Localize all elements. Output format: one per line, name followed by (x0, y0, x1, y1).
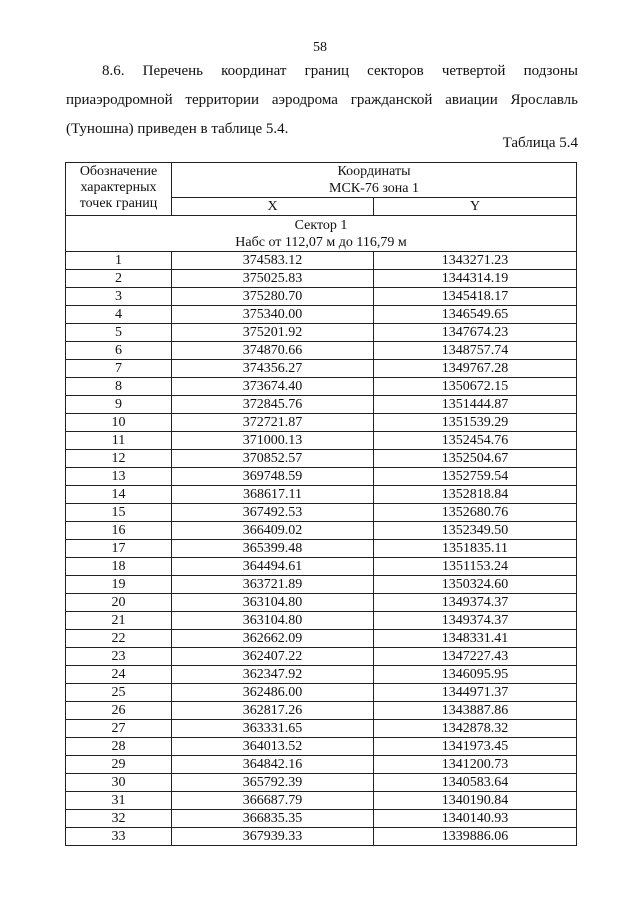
y-cell: 1352349.50 (374, 522, 577, 540)
paragraph-word: территории (185, 92, 260, 108)
x-cell: 373674.40 (172, 378, 374, 396)
point-number-cell: 22 (66, 630, 172, 648)
col-x-header: X (172, 198, 374, 216)
x-cell: 363331.65 (172, 720, 374, 738)
intro-paragraph (66, 57, 578, 144)
point-number-cell: 29 (66, 756, 172, 774)
point-number-cell: 13 (66, 468, 172, 486)
y-cell: 1340583.64 (374, 774, 577, 792)
point-number-cell: 7 (66, 360, 172, 378)
y-cell: 1346095.95 (374, 666, 577, 684)
y-cell: 1351539.29 (374, 414, 577, 432)
x-cell: 366835.35 (172, 810, 374, 828)
point-number-cell: 24 (66, 666, 172, 684)
y-cell: 1351153.24 (374, 558, 577, 576)
point-number-cell: 4 (66, 306, 172, 324)
y-cell: 1352454.76 (374, 432, 577, 450)
x-cell: 375340.00 (172, 306, 374, 324)
table-row (66, 270, 577, 288)
x-cell: 362817.26 (172, 702, 374, 720)
table-row (66, 774, 577, 792)
y-cell: 1347227.43 (374, 648, 577, 666)
paragraph-word: секторов (367, 63, 424, 79)
x-cell: 374583.12 (172, 252, 374, 270)
point-number-cell: 32 (66, 810, 172, 828)
table-row (66, 486, 577, 504)
paragraph-word: гражданской (350, 92, 433, 108)
table-row (66, 522, 577, 540)
x-cell: 362347.92 (172, 666, 374, 684)
y-cell: 1341200.73 (374, 756, 577, 774)
y-cell: 1352759.54 (374, 468, 577, 486)
table-row (66, 306, 577, 324)
table-row (66, 468, 577, 486)
y-cell: 1344314.19 (374, 270, 577, 288)
table-row (66, 252, 577, 270)
table-row (66, 594, 577, 612)
table-row (66, 450, 577, 468)
x-cell: 367492.53 (172, 504, 374, 522)
y-cell: 1350324.60 (374, 576, 577, 594)
y-cell: 1340140.93 (374, 810, 577, 828)
coords-title: Координаты (172, 163, 577, 181)
paragraph-word: Перечень (142, 63, 203, 79)
y-cell: 1344971.37 (374, 684, 577, 702)
x-cell: 364842.16 (172, 756, 374, 774)
table-row (66, 432, 577, 450)
paragraph-word: аэродрома (271, 92, 338, 108)
paragraph-line-2 (66, 86, 578, 115)
table-row (66, 342, 577, 360)
x-cell: 364013.52 (172, 738, 374, 756)
y-cell: 1340190.84 (374, 792, 577, 810)
sector-title: Сектор 1 (294, 218, 348, 233)
x-cell: 372845.76 (172, 396, 374, 414)
point-number-cell: 12 (66, 450, 172, 468)
table-row (66, 324, 577, 342)
x-cell: 375280.70 (172, 288, 374, 306)
y-cell: 1352504.67 (374, 450, 577, 468)
x-cell: 364494.61 (172, 558, 374, 576)
x-cell: 367939.33 (172, 828, 374, 846)
points-header-line: Обозначение (79, 164, 158, 179)
table-row (66, 288, 577, 306)
x-cell: 374356.27 (172, 360, 374, 378)
table-row (66, 756, 577, 774)
y-cell: 1352818.84 (374, 486, 577, 504)
table-row (66, 576, 577, 594)
point-number-cell: 11 (66, 432, 172, 450)
point-number-cell: 21 (66, 612, 172, 630)
y-cell: 1349374.37 (374, 594, 577, 612)
y-cell: 1345418.17 (374, 288, 577, 306)
point-number-cell: 25 (66, 684, 172, 702)
table-row (66, 504, 577, 522)
table-row (66, 666, 577, 684)
points-header-line: точек границ (79, 196, 158, 211)
y-cell: 1349767.28 (374, 360, 577, 378)
table-row (66, 612, 577, 630)
point-number-cell: 6 (66, 342, 172, 360)
page-number: 58 (313, 40, 327, 55)
paragraph-word: координат (221, 63, 287, 79)
paragraph-word: 8.6. (102, 63, 125, 79)
table-row (66, 738, 577, 756)
x-cell: 375025.83 (172, 270, 374, 288)
table-row (66, 396, 577, 414)
x-cell: 363104.80 (172, 612, 374, 630)
paragraph-line-1 (66, 57, 578, 86)
point-number-cell: 14 (66, 486, 172, 504)
table-row (66, 648, 577, 666)
table-row (66, 540, 577, 558)
paragraph-word: четвертой (441, 63, 506, 79)
point-number-cell: 33 (66, 828, 172, 846)
point-number-cell: 20 (66, 594, 172, 612)
y-cell: 1343271.23 (374, 252, 577, 270)
table-row (66, 378, 577, 396)
table-row (66, 792, 577, 810)
point-number-cell: 9 (66, 396, 172, 414)
table-row (66, 828, 577, 846)
point-number-cell: 23 (66, 648, 172, 666)
point-number-cell: 2 (66, 270, 172, 288)
y-cell: 1341973.45 (374, 738, 577, 756)
paragraph-line-3: (Туношна) приведен в таблице 5.4. (66, 121, 289, 137)
table-header-row (66, 163, 577, 181)
y-cell: 1348331.41 (374, 630, 577, 648)
x-cell: 375201.92 (172, 324, 374, 342)
x-cell: 362486.00 (172, 684, 374, 702)
table-row (66, 810, 577, 828)
points-header (66, 163, 172, 216)
sector-cell (66, 216, 577, 252)
point-number-cell: 16 (66, 522, 172, 540)
paragraph-word: Ярославль (510, 92, 578, 108)
y-cell: 1350672.15 (374, 378, 577, 396)
table-row (66, 360, 577, 378)
x-cell: 363721.89 (172, 576, 374, 594)
sector-height: Набс от 112,07 м до 116,79 м (235, 235, 407, 250)
point-number-cell: 3 (66, 288, 172, 306)
point-number-cell: 27 (66, 720, 172, 738)
table-row (66, 702, 577, 720)
coordinates-table (65, 162, 577, 846)
x-cell: 363104.80 (172, 594, 374, 612)
point-number-cell: 28 (66, 738, 172, 756)
y-cell: 1339886.06 (374, 828, 577, 846)
table-caption: Таблица 5.4 (502, 135, 578, 151)
table-row (66, 630, 577, 648)
sector-row (66, 216, 577, 252)
paragraph-word: подзоны (523, 63, 578, 79)
y-cell: 1351835.11 (374, 540, 577, 558)
y-cell: 1343887.86 (374, 702, 577, 720)
x-cell: 370852.57 (172, 450, 374, 468)
point-number-cell: 31 (66, 792, 172, 810)
y-cell: 1352680.76 (374, 504, 577, 522)
table-row (66, 414, 577, 432)
point-number-cell: 15 (66, 504, 172, 522)
y-cell: 1346549.65 (374, 306, 577, 324)
x-cell: 366687.79 (172, 792, 374, 810)
x-cell: 368617.11 (172, 486, 374, 504)
x-cell: 365792.39 (172, 774, 374, 792)
point-number-cell: 10 (66, 414, 172, 432)
y-cell: 1348757.74 (374, 342, 577, 360)
point-number-cell: 26 (66, 702, 172, 720)
point-number-cell: 5 (66, 324, 172, 342)
points-header-line: характерных (80, 180, 157, 195)
point-number-cell: 19 (66, 576, 172, 594)
point-number-cell: 30 (66, 774, 172, 792)
table-row (66, 558, 577, 576)
point-number-cell: 17 (66, 540, 172, 558)
x-cell: 369748.59 (172, 468, 374, 486)
paragraph-word: границ (304, 63, 350, 79)
x-cell: 365399.48 (172, 540, 374, 558)
x-cell: 372721.87 (172, 414, 374, 432)
x-cell: 362662.09 (172, 630, 374, 648)
table-row (66, 684, 577, 702)
x-cell: 374870.66 (172, 342, 374, 360)
col-y-header: Y (374, 198, 577, 216)
x-cell: 362407.22 (172, 648, 374, 666)
y-cell: 1347674.23 (374, 324, 577, 342)
coords-system: МСК-76 зона 1 (172, 180, 577, 198)
paragraph-word: авиации (445, 92, 498, 108)
paragraph-word: приаэродромной (66, 92, 173, 108)
y-cell: 1342878.32 (374, 720, 577, 738)
point-number-cell: 1 (66, 252, 172, 270)
y-cell: 1351444.87 (374, 396, 577, 414)
table-row (66, 720, 577, 738)
point-number-cell: 18 (66, 558, 172, 576)
x-cell: 371000.13 (172, 432, 374, 450)
x-cell: 366409.02 (172, 522, 374, 540)
y-cell: 1349374.37 (374, 612, 577, 630)
point-number-cell: 8 (66, 378, 172, 396)
